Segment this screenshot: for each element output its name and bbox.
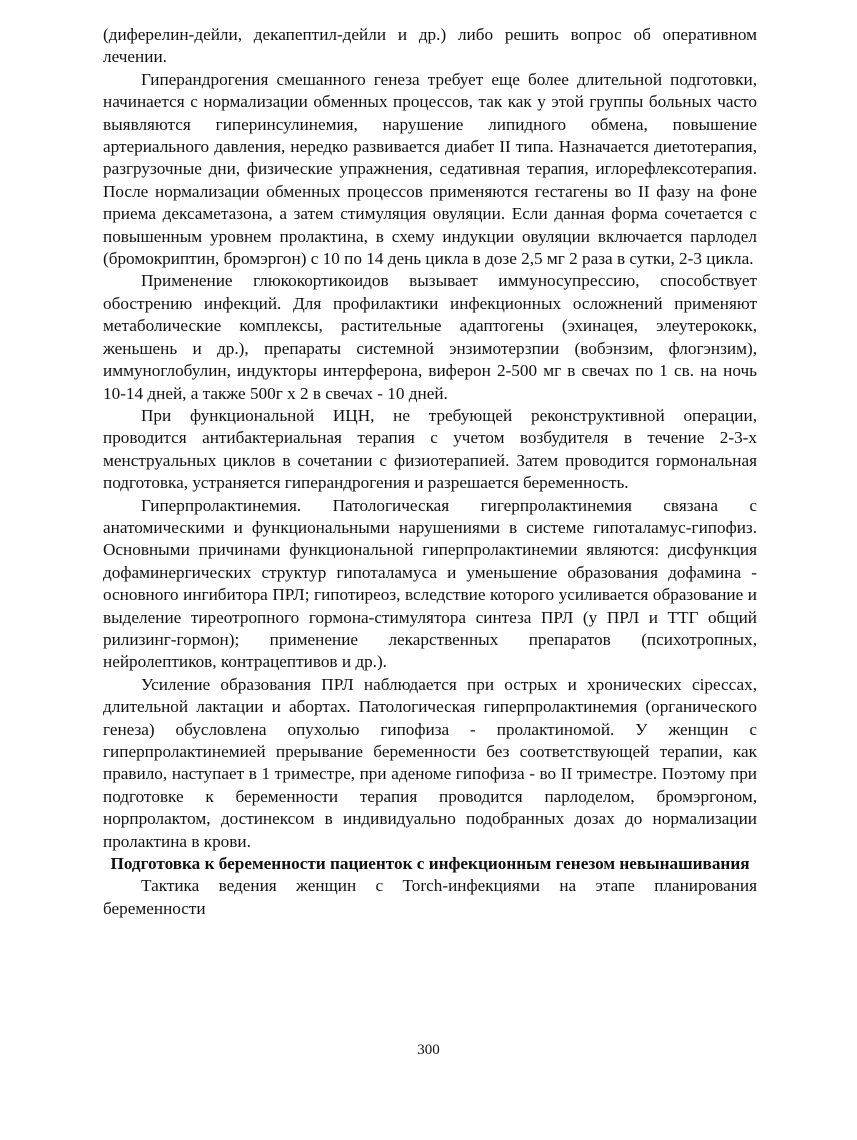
paragraph-surgery-decision: (диферелин-дейли, декапептил-дейли и др.) либо решить вопрос об оперативном лечении. [103, 25, 757, 67]
paragraph-prolactin-increase: Усиление образования ПРЛ наблюдается при острых и хронических сiрессах, длительной лактации и абортах. Патологическая гиперпролактинемия (органического генеза) обусловлена опухолью гипофиза - пролактиномой. У женщин с гиперпролактинемией прерывание беременности без соответствующей терапии, как правило, наступает в 1 триместре, при аденоме гипофиза - во II триместре. Поэтому при подготовке к беременности терапия проводится парлоделом, бромэргоном, норпролактом, достинексом в индивидуально подобранных дозах до нормализации пролактина в крови. [103, 674, 757, 851]
document-page [103, 24, 757, 920]
paragraph-torch-infections: Тактика ведения женщин с Torch-инфекциями на этапе планирования беременности [103, 876, 757, 918]
paragraph-functional-icn: При функциональной ИЦН, не требующей реконструктивной операции, проводится антибактериальная терапия с учетом возбудителя в течение 2-3-х менструальных циклов в сочетании с физиотерапией. Затем проводится гормональная подготовка, устраняется гиперандрогения и разрешается беременность. [103, 405, 757, 493]
page-number: 300 [417, 1042, 440, 1058]
paragraph-hyperprolactinemia: Гиперпролактинемия. Патологическая гигерпролактинемия связана с анатомическими и функциональными нарушениями в системе гипоталамус-гипофиз. Основными причинами функциональной гиперпролактинемии являются: дисфункция дофаминергических структур гипоталамуса и уменьшение образования дофамина - основного ингибитора ПРЛ; гипотиреоз, вследствие которого усиливается образование и выделение тиреотропного гормона-стимулятора синтеза ПРЛ (у ПРЛ и ТТГ общий рилизинг-гормон); применение лекарственных препаратов (психотропных, нейролептиков, контрацептивов и др.). [103, 495, 757, 672]
paragraph-mixed-hyperandrogenism: Гиперандрогения смешанного генеза требует еще более длительной подготовки, начинается с нормализации обменных процессов, так как у этой группы больных часто выявляются гиперинсулинемия, нарушение липидного обмена, повышение артериального давления, нередко развивается диабет II типа. Назначается диетотерапия, разгрузочные дни, физические упражнения, седативная терапия, иглорефлексотерапия. После нормализации обменных процессов применяются гестагены во II фазу на фоне приема дексаметазона, а затем стимуляция овуляции. Если данная форма сочетается с повышенным уровнем пролактина, в схему индукции овуляции включается парлодел (бромокриптин, бромэргон) с 10 по 14 день цикла в дозе 2,5 мг 2 раза в сутки, 2-3 цикла. [103, 69, 757, 269]
paragraph-glucocorticoids: Применение глюкокортикоидов вызывает иммуносупрессию, способствует обострению инфекций. Для профилактики инфекционных осложнений применяют метаболические комплексы, растительные адаптогены (эхинацея, элеутерококк, женьшень и др.), препараты системной энзимотерзпии (вобэнзим, флогэнзим), иммуноглобулин, индукторы интерферона, виферон 2-500 мг в свечах по 1 св. на ночь 10-14 дней, а также 500г х 2 в свечах - 10 дней. [103, 271, 757, 403]
section-heading: Подготовка к беременности пациенток с инфекционным генезом невынашивания [110, 854, 750, 874]
